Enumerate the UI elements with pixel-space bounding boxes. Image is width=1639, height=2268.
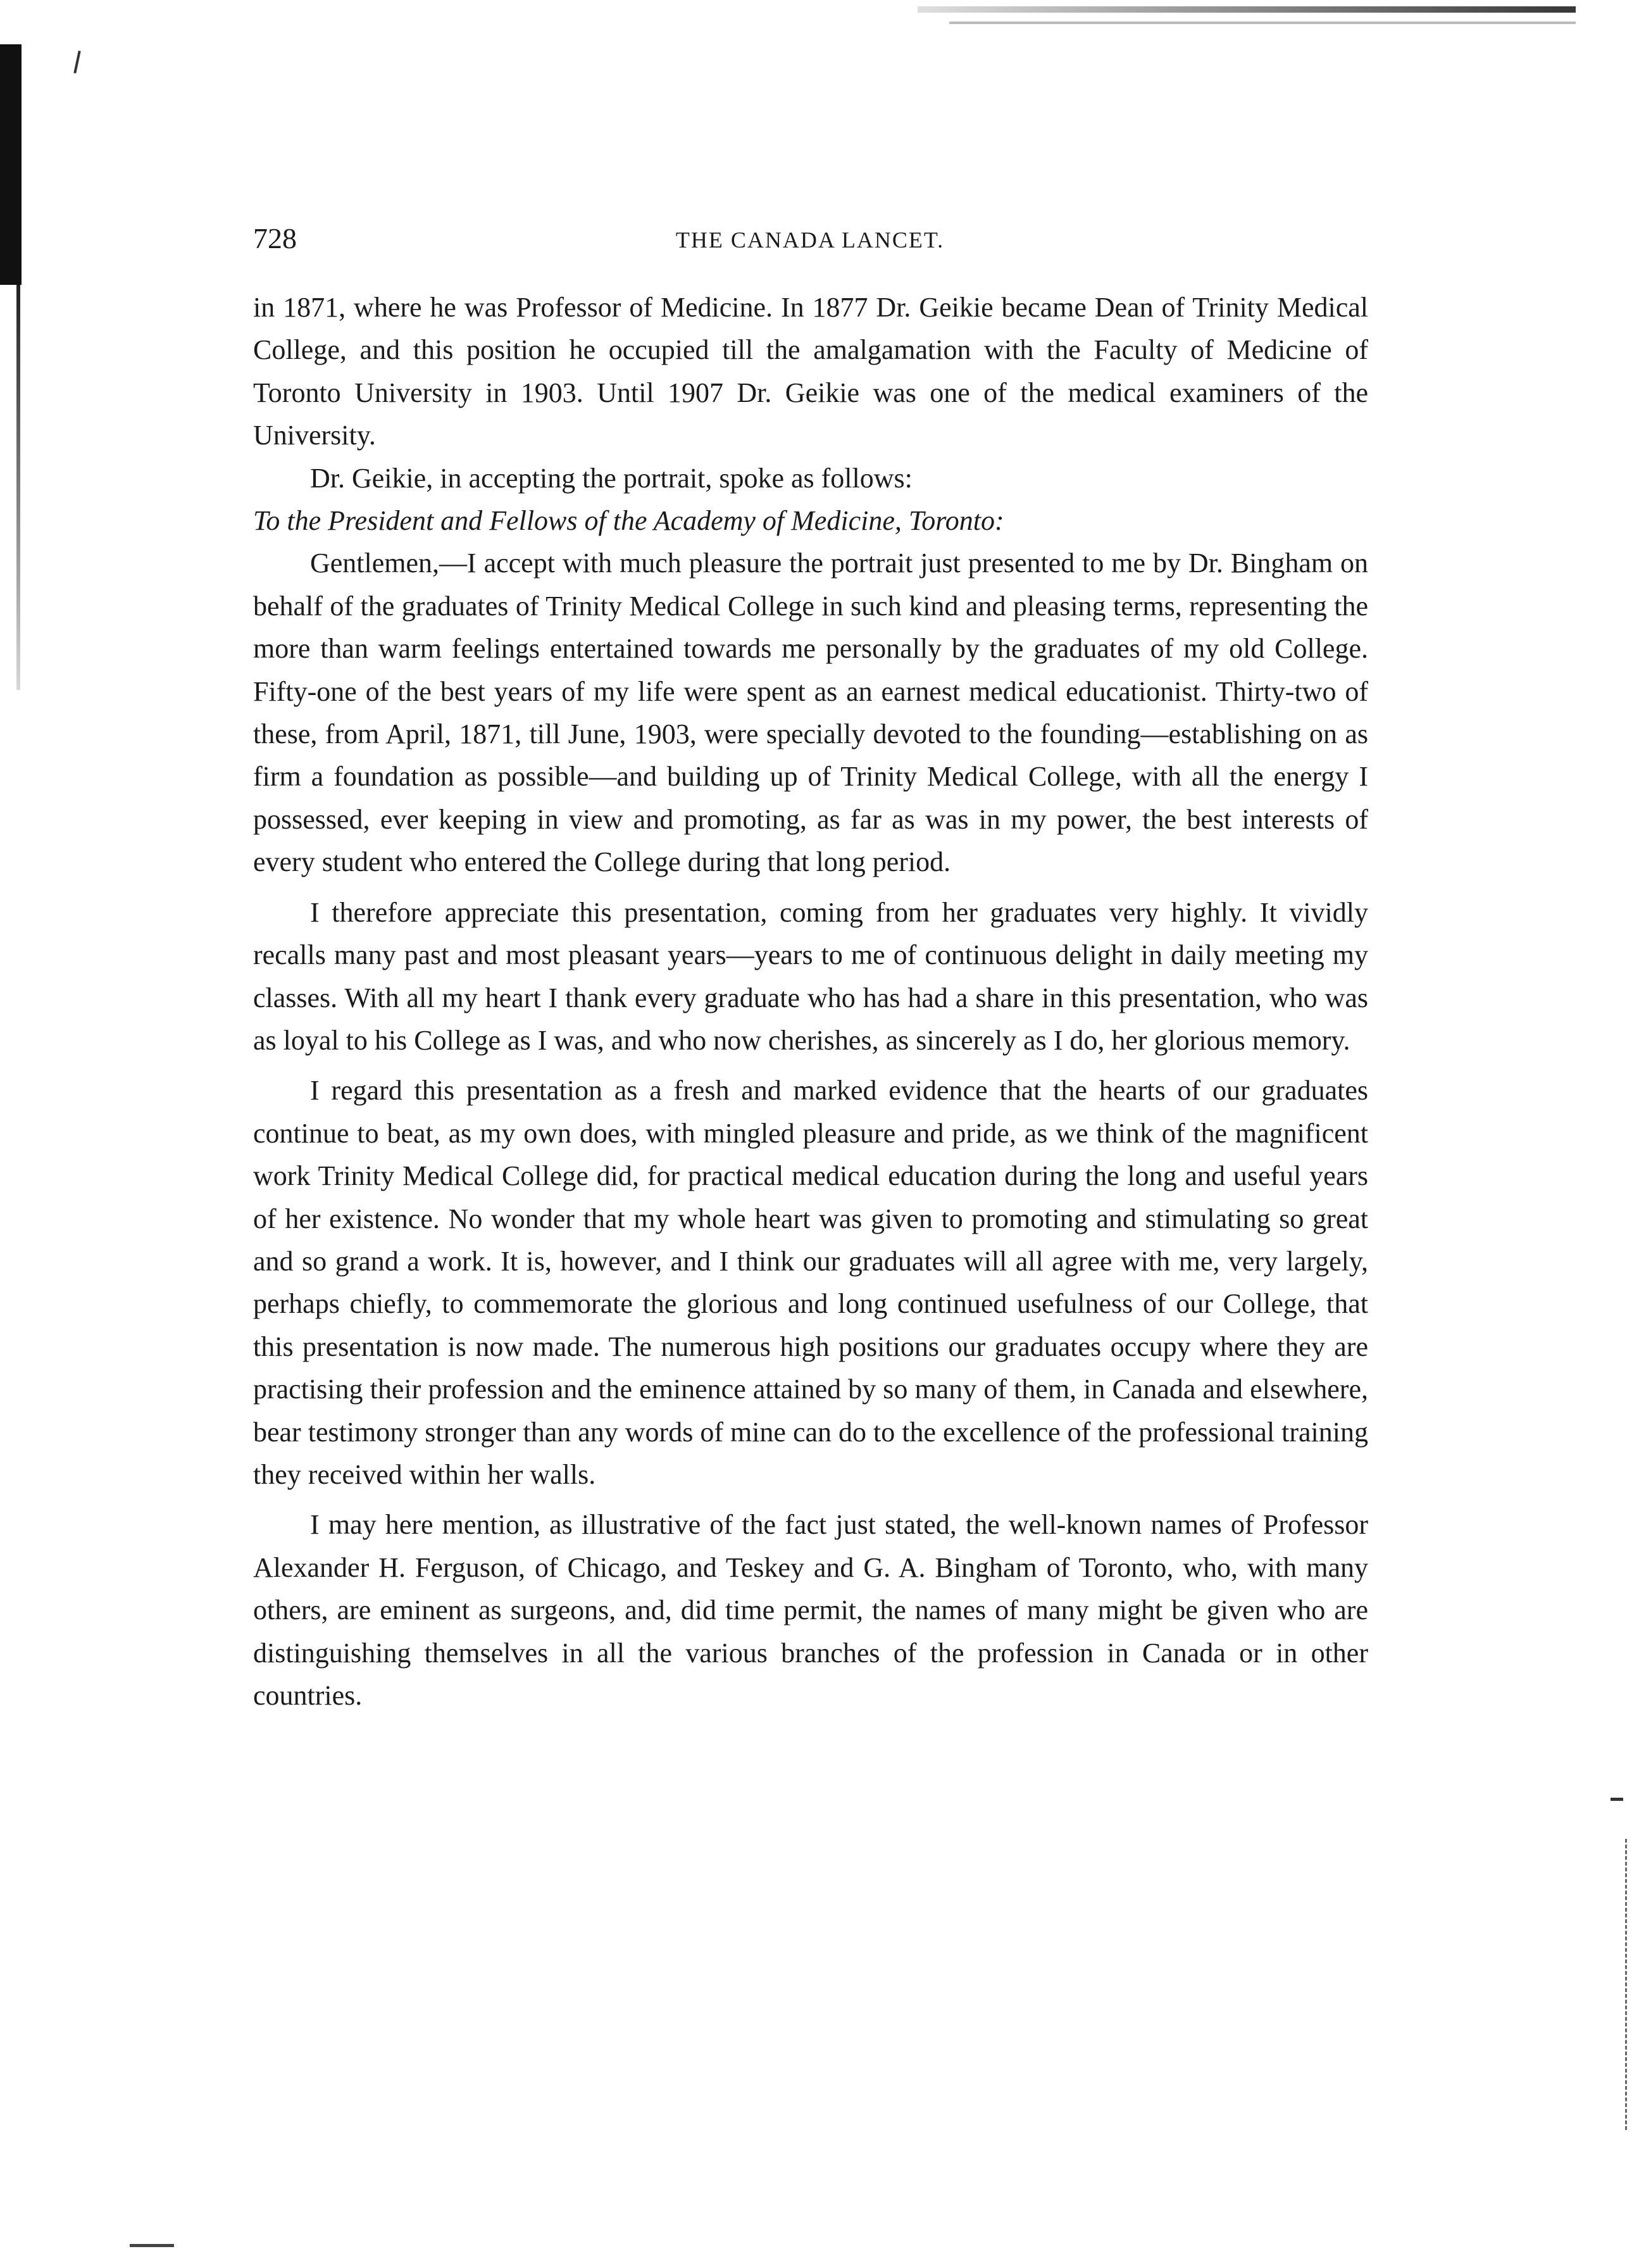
scan-speck: [1611, 1798, 1623, 1801]
paragraph: Gentlemen,—I accept with much pleasure the portrait just presented to me by Dr. Bingham on behalf of the graduates of Trinity Medical College in such kind and pleasing terms, representing the more than warm feelings entertained towards me personally by the graduates of my old College. Fifty-one of the best years of my life were spent as an earnest medical educationist. Thirty-two of these, from April, 1871, till June, 1903, were specially devoted to the founding—establishing on as firm a foundation as possible—and building up of Trinity Medical College, with all the energy I possessed, ever keeping in view and promoting, as far as was in my power, the best interests of every student who entered the College during that long period.: [253, 548, 1368, 878]
paragraph: I may here mention, as illustrative of the fact just stated, the well-known names of Professor Alexander H. Ferguson, of Chicago, and Teskey and G. A. Bingham of Toronto, who, with many others, are eminent as surgeons, and, did time permit, the names of many might be given who are distinguishing themselves in all the various branches of the profession in Canada or in other countries.: [253, 1509, 1368, 1711]
scan-top-rule: [918, 6, 1576, 13]
scan-speck: [73, 51, 80, 73]
paragraph: in 1871, where he was Professor of Medicine. In 1877 Dr. Geikie became Dean of Trinity Medical College, and this position he occupied till the amalgamation with the Faculty of Medicine of Toronto University in 1903. Until 1907 Dr. Geikie was one of the medical examiners of the University.: [253, 292, 1368, 451]
scan-speck: [130, 2244, 174, 2247]
scan-edge-marks: [1625, 1839, 1630, 2130]
paragraph: I regard this presentation as a fresh and marked evidence that the hearts of our graduates continue to beat, as my own does, with mingled pleasure and pride, as we think of the magnificent work Trinity Medical College did, for practical medical education during the long and useful years of her existence. No wonder that my whole heart was given to promoting and stimulating so great and so grand a work. It is, however, and I think our graduates will all agree with me, very largely, perhaps chiefly, to commemorate the glorious and long continued usefulness of our College, that this presentation is now made. The numerous high positions our graduates occupy where they are practising their profession and the eminence attained by so many of them, in Canada and elsewhere, bear testimony stronger than any words of mine can do to the excellence of the professional training they received within her walls.: [253, 1075, 1368, 1490]
page-header: [253, 222, 1367, 272]
paragraph: Dr. Geikie, in accepting the portrait, spoke as follows:: [310, 462, 913, 494]
scan-binding-shadow-fade: [16, 285, 20, 690]
paragraph: I therefore appreciate this presentation, coming from her graduates very highly. It vividly recalls many past and most pleasant years—years to me of continuous delight in daily meeting my classes. With all my heart I thank every graduate who has had a share in this presentation, who was as loyal to his College as I was, and who now cherishes, as sincerely as I do, her glorious memory.: [253, 896, 1368, 1056]
article-body: [253, 286, 1368, 1717]
running-title: THE CANADA LANCET.: [675, 227, 945, 253]
salutation: To the President and Fellows of the Academy of Medicine, Toronto:: [253, 505, 1004, 537]
scan-top-rule-thin: [949, 22, 1576, 24]
page-number: 728: [253, 222, 297, 254]
scan-binding-shadow: [0, 44, 22, 285]
